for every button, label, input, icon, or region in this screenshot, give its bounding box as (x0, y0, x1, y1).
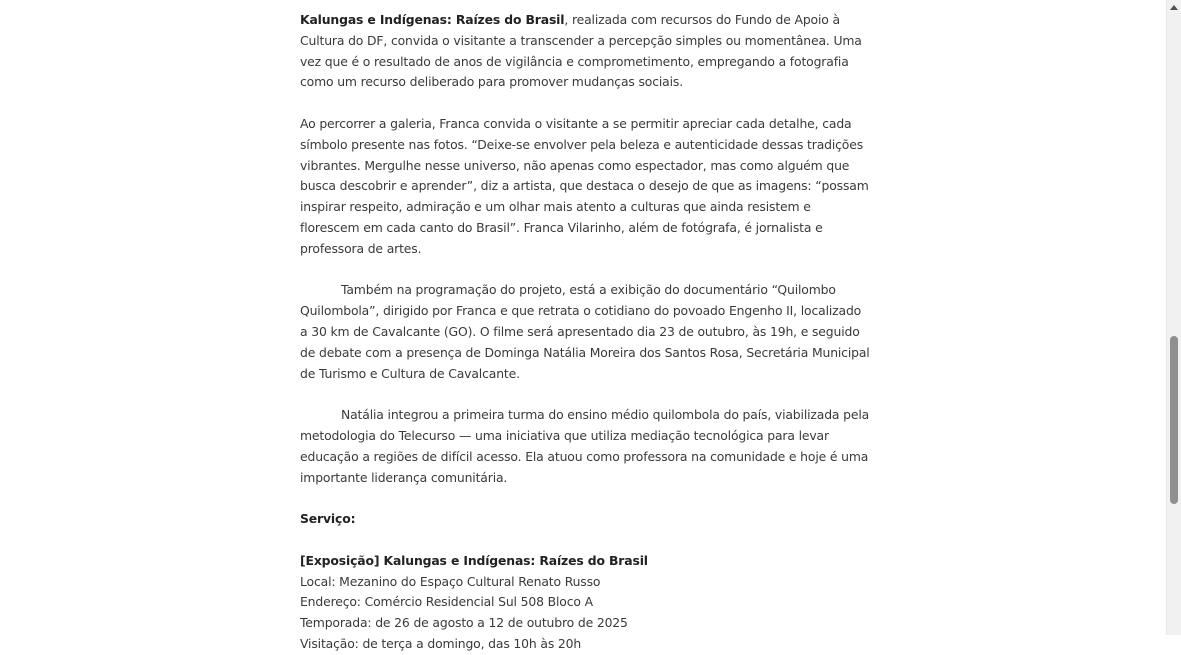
paragraph-intro-text: , realizada com recursos do Fundo de Apoio à Cultura do DF, convida o visitante a transcender a percepção simples ou momentânea. Uma vez que é o resultado de anos de vigilância e comprometimento, empregando a fotografia como um recurso deliberado para promover mudanças sociais. (300, 12, 862, 90)
paragraph-intro (300, 10, 872, 93)
paragraph-natalia: Natália integrou a primeira turma do ensino médio quilombola do país, viabilizada pela metodologia do Telecurso — uma iniciativa que utiliza mediação tecnológica para levar educação a regiões de difícil acesso. Ela atuou como professora na comunidade e hoje é uma importante liderança comunitária. (300, 407, 870, 485)
service-local: Local: Mezanino do Espaço Cultural Renato Russo (300, 573, 601, 589)
scroll-up-button[interactable] (1167, 0, 1181, 14)
exhibition-title: Kalungas e Indígenas: Raízes do Brasil (300, 12, 565, 27)
service-info (300, 551, 872, 655)
service-heading: Serviço: (300, 511, 356, 527)
service-address: Endereço: Comércio Residencial Sul 508 Bloco A (300, 594, 593, 610)
service-visiting-hours: Visitação: de terça a domingo, das 10h às 20h (300, 635, 582, 651)
page-scrollbar[interactable] (1166, 0, 1181, 635)
article-body (300, 10, 872, 655)
service-season: Temporada: de 26 de agosto a 12 de outubro de 2025 (300, 615, 628, 631)
paragraph-gallery: Ao percorrer a galeria, Franca convida o visitante a se permitir apreciar cada detalhe, cada símbolo presente nas fotos. “Deixe-se envolver pela beleza e autenticidade dessas tradições vibrantes. Mergulhe nesse universo, não apenas como espectador, mas como alguém que busca descobrir e aprender”, diz a artista, que destaca o desejo de que as imagens: “possam inspirar respeito, admiração e um olhar mais atento a culturas que ainda resistem e florescem em cada canto do Brasil”. Franca Vilarinho, além de fotógrafa, é jornalista e professora de artes. (300, 115, 869, 256)
scrollbar-thumb[interactable] (1170, 336, 1178, 504)
service-exhibition-title: [Exposição] Kalungas e Indígenas: Raízes do Brasil (300, 552, 648, 568)
paragraph-documentary: Também na programação do projeto, está a exibição do documentário “Quilombo Quilombola”, dirigido por Franca e que retrata o cotidiano do povoado Engenho II, localizado a 30 km de Cavalcante (GO). O filme será apresentado dia 23 de outubro, às 19h, e seguido de debate com a presença de Dominga Natália Moreira dos Santos Rosa, Secretária Municipal de Turismo e Cultura de Cavalcante. (300, 282, 870, 381)
chevron-up-icon (1170, 5, 1178, 10)
